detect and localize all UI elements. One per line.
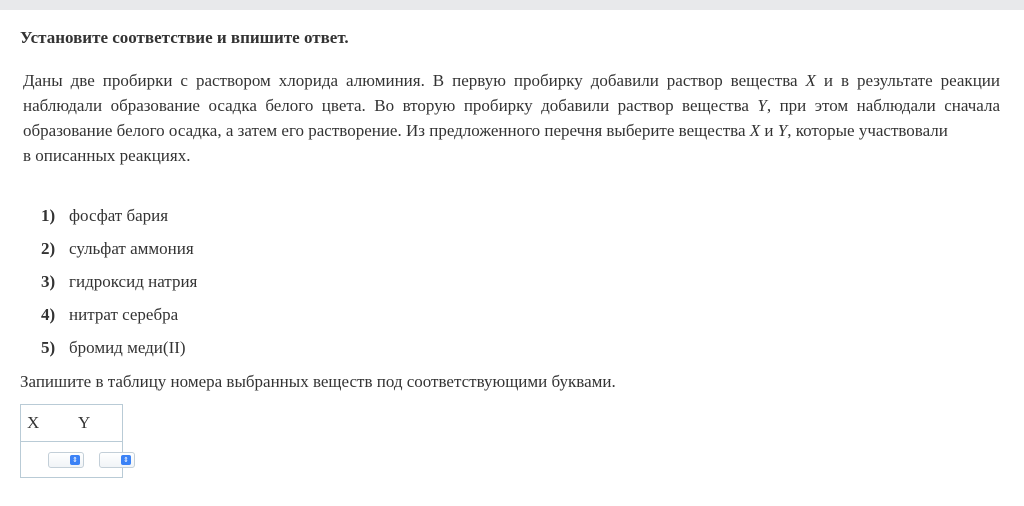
option-text: сульфат аммония [69,239,194,258]
answer-table-header [21,405,122,442]
task-text-part: Даны две пробирки с раствором хлорида алюминия. В первую пробирку добавили раствор вещества [23,71,806,90]
option-item [41,335,197,368]
option-number: 5) [41,338,56,357]
updown-chevron-icon: ⇕ [121,455,131,465]
answer-table [20,404,129,478]
column-x-label: X [27,413,40,432]
options-list [41,203,197,368]
option-item [41,302,197,335]
option-text: фосфат бария [69,206,169,225]
updown-chevron-icon: ⇕ [70,455,80,465]
option-text: нитрат серебра [69,305,179,324]
option-number: 3) [41,272,56,291]
option-number: 4) [41,305,56,324]
var-x: X [805,71,816,90]
option-number: 1) [41,206,56,225]
var-x: X [749,121,761,140]
task-text-part: , которые участвовали [787,121,948,140]
option-text: гидроксид натрия [69,272,198,291]
option-item [41,236,197,269]
task-text [23,68,1000,168]
task-text-part: , при этом наблюдали сначала образование белого осадка, а затем его растворение. Из предложенного перечня выберите вещества [23,96,1000,140]
task-heading: Установите соответствие и впишите ответ. [20,28,349,47]
var-y: Y [777,121,788,140]
task-last-line: в описанных реакциях. [23,146,191,165]
task-paragraph [23,68,1000,143]
task-text-part: и в результате реакции наблюдали образование осадка белого цвета. Во вторую пробирку добавили раствор вещества [23,71,1000,115]
var-y: Y [757,96,767,115]
option-number: 2) [41,239,56,258]
column-y-label: Y [78,413,91,432]
select-y[interactable] [99,452,135,468]
task-text-part: и [760,121,778,140]
option-text: бромид меди(II) [69,338,186,357]
top-strip [0,0,1024,10]
answer-instruction: Запишите в таблицу номера выбранных веществ под соответствующими буквами. [20,372,616,391]
select-x[interactable] [48,452,84,468]
option-item [41,269,197,302]
option-item [41,203,197,236]
